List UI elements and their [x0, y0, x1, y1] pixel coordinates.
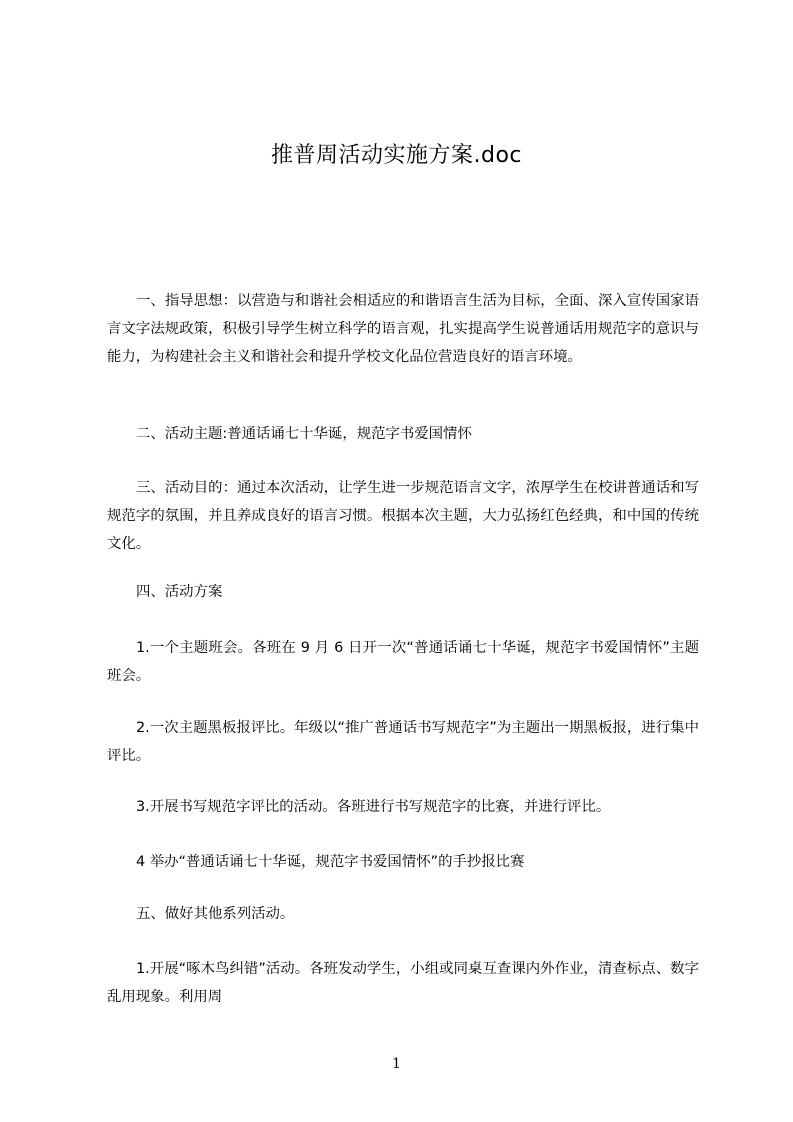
paragraph-other-activities-heading: 五、做好其他系列活动。: [136, 906, 295, 922]
paragraph-other-item-1: 1.开展“啄木鸟纠错”活动。各班发动学生，小组或同桌互查课内外作业，清查标点、数字乱用现象。利用周: [107, 961, 699, 1005]
page-number: 1: [392, 1056, 401, 1072]
paragraph-activity-theme: 二、活动主题:普通话诵七十华诞，规范字书爱国情怀: [136, 426, 472, 442]
paragraph-plan-item-2: 2.一次主题黑板报评比。年级以“推广普通话书写规范字”为主题出一期黑板报，进行集中评比。: [107, 720, 699, 764]
paragraph-plan-item-3: 3.开展书写规范字评比的活动。各班进行书写规范字的比赛，并进行评比。: [136, 799, 611, 815]
paragraph-guiding-ideology: 一、指导思想：以营造与和谐社会相适应的和谐语言生活为目标，全面、深入宣传国家语言文字法规政策，积极引导学生树立科学的语言观，扎实提高学生说普通话用规范字的意识与能力，为构建社会主义和谐社会和提升学校文化品位营造良好的语言环境。: [107, 293, 699, 365]
paragraph-activity-plan-heading: 四、活动方案: [136, 584, 223, 600]
document-title: 推普周活动实施方案.doc: [270, 143, 522, 168]
paragraph-activity-purpose: 三、活动目的：通过本次活动，让学生进一步规范语言文字，浓厚学生在校讲普通话和写规范字的氛围，并且养成良好的语言习惯。根据本次主题，大力弘扬红色经典，和中国的传统文化。: [107, 480, 699, 552]
paragraph-plan-item-4: 4 举办“普通话诵七十华诞，规范字书爱国情怀”的手抄报比赛: [136, 854, 525, 870]
paragraph-plan-item-1: 1.一个主题班会。各班在 9 月 6 日开一次“普通话诵七十华诞，规范字书爱国情怀”主题班会。: [107, 640, 699, 684]
